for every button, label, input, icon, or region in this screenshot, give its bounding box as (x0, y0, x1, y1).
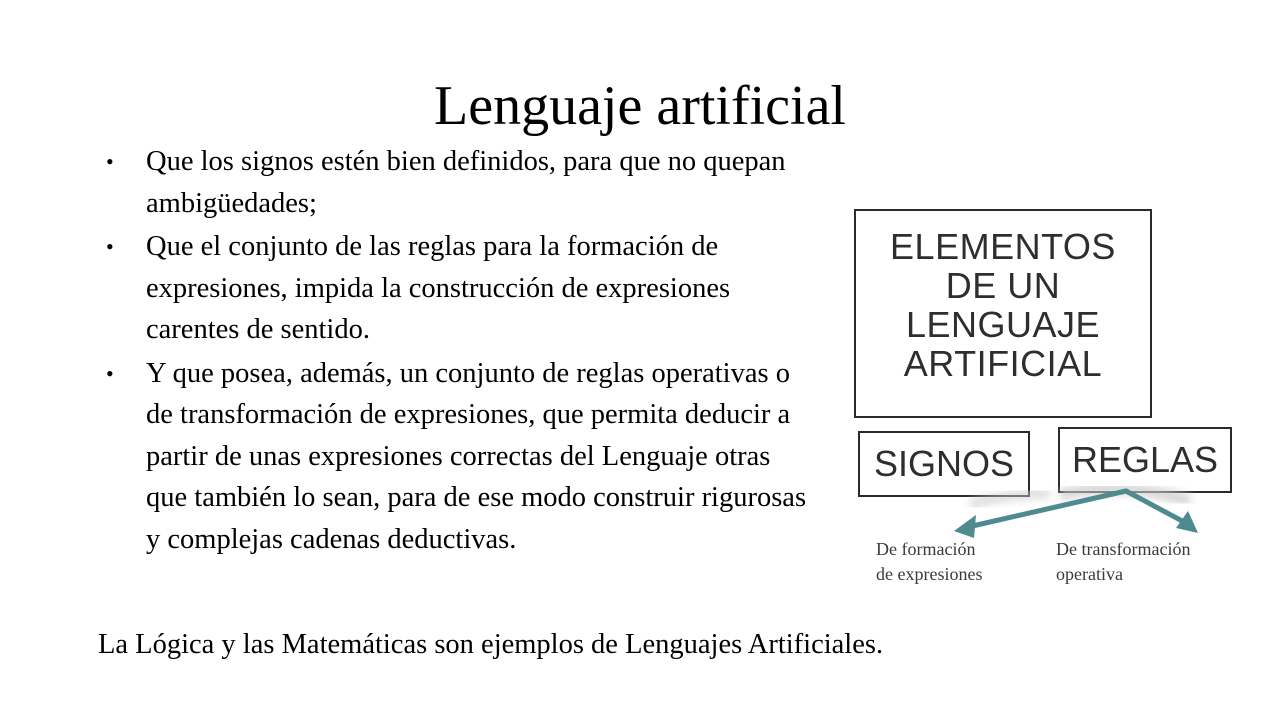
bullet-marker: • (106, 360, 114, 386)
signos-box: SIGNOS (858, 431, 1030, 497)
main-concept-box (854, 209, 1152, 418)
transformacion-caption: De transformación operativa (1056, 539, 1191, 584)
bullet-text: Y que posea, además, un conjunto de reglas operativas o de transformación de expresiones, que permita deducir a partir de unas expresiones correctas del Lenguaje otras que también lo sean, para de ese modo construir rigurosas y complejas cadenas deductivas. (146, 357, 807, 555)
bullet-text: Que el conjunto de las reglas para la formación de expresiones, impida la construcción de expresiones carentes de sentido. (146, 231, 731, 345)
formacion-caption: De formación de expresiones (876, 539, 983, 584)
bullet-list (98, 141, 818, 562)
bullet-marker: • (106, 234, 114, 259)
bullet-item (98, 226, 818, 351)
bullet-item (98, 141, 818, 224)
slide-title: Lenguaje artificial (434, 75, 846, 137)
main-concept-label: ELEMENTOS DE UN LENGUAJE ARTIFICIAL (890, 226, 1116, 384)
reglas-box: REGLAS (1058, 427, 1232, 493)
bullet-marker: • (106, 149, 114, 174)
bullet-item (98, 353, 818, 561)
arrow-to-transformacion (1126, 491, 1198, 533)
arrow-to-formacion (954, 491, 1126, 538)
elements-diagram (850, 205, 1240, 595)
closing-statement: La Lógica y las Matemáticas son ejemplos de Lenguajes Artificiales. (98, 629, 884, 660)
bullet-text: Que los signos estén bien definidos, para que no quepan ambigüedades; (146, 146, 786, 219)
